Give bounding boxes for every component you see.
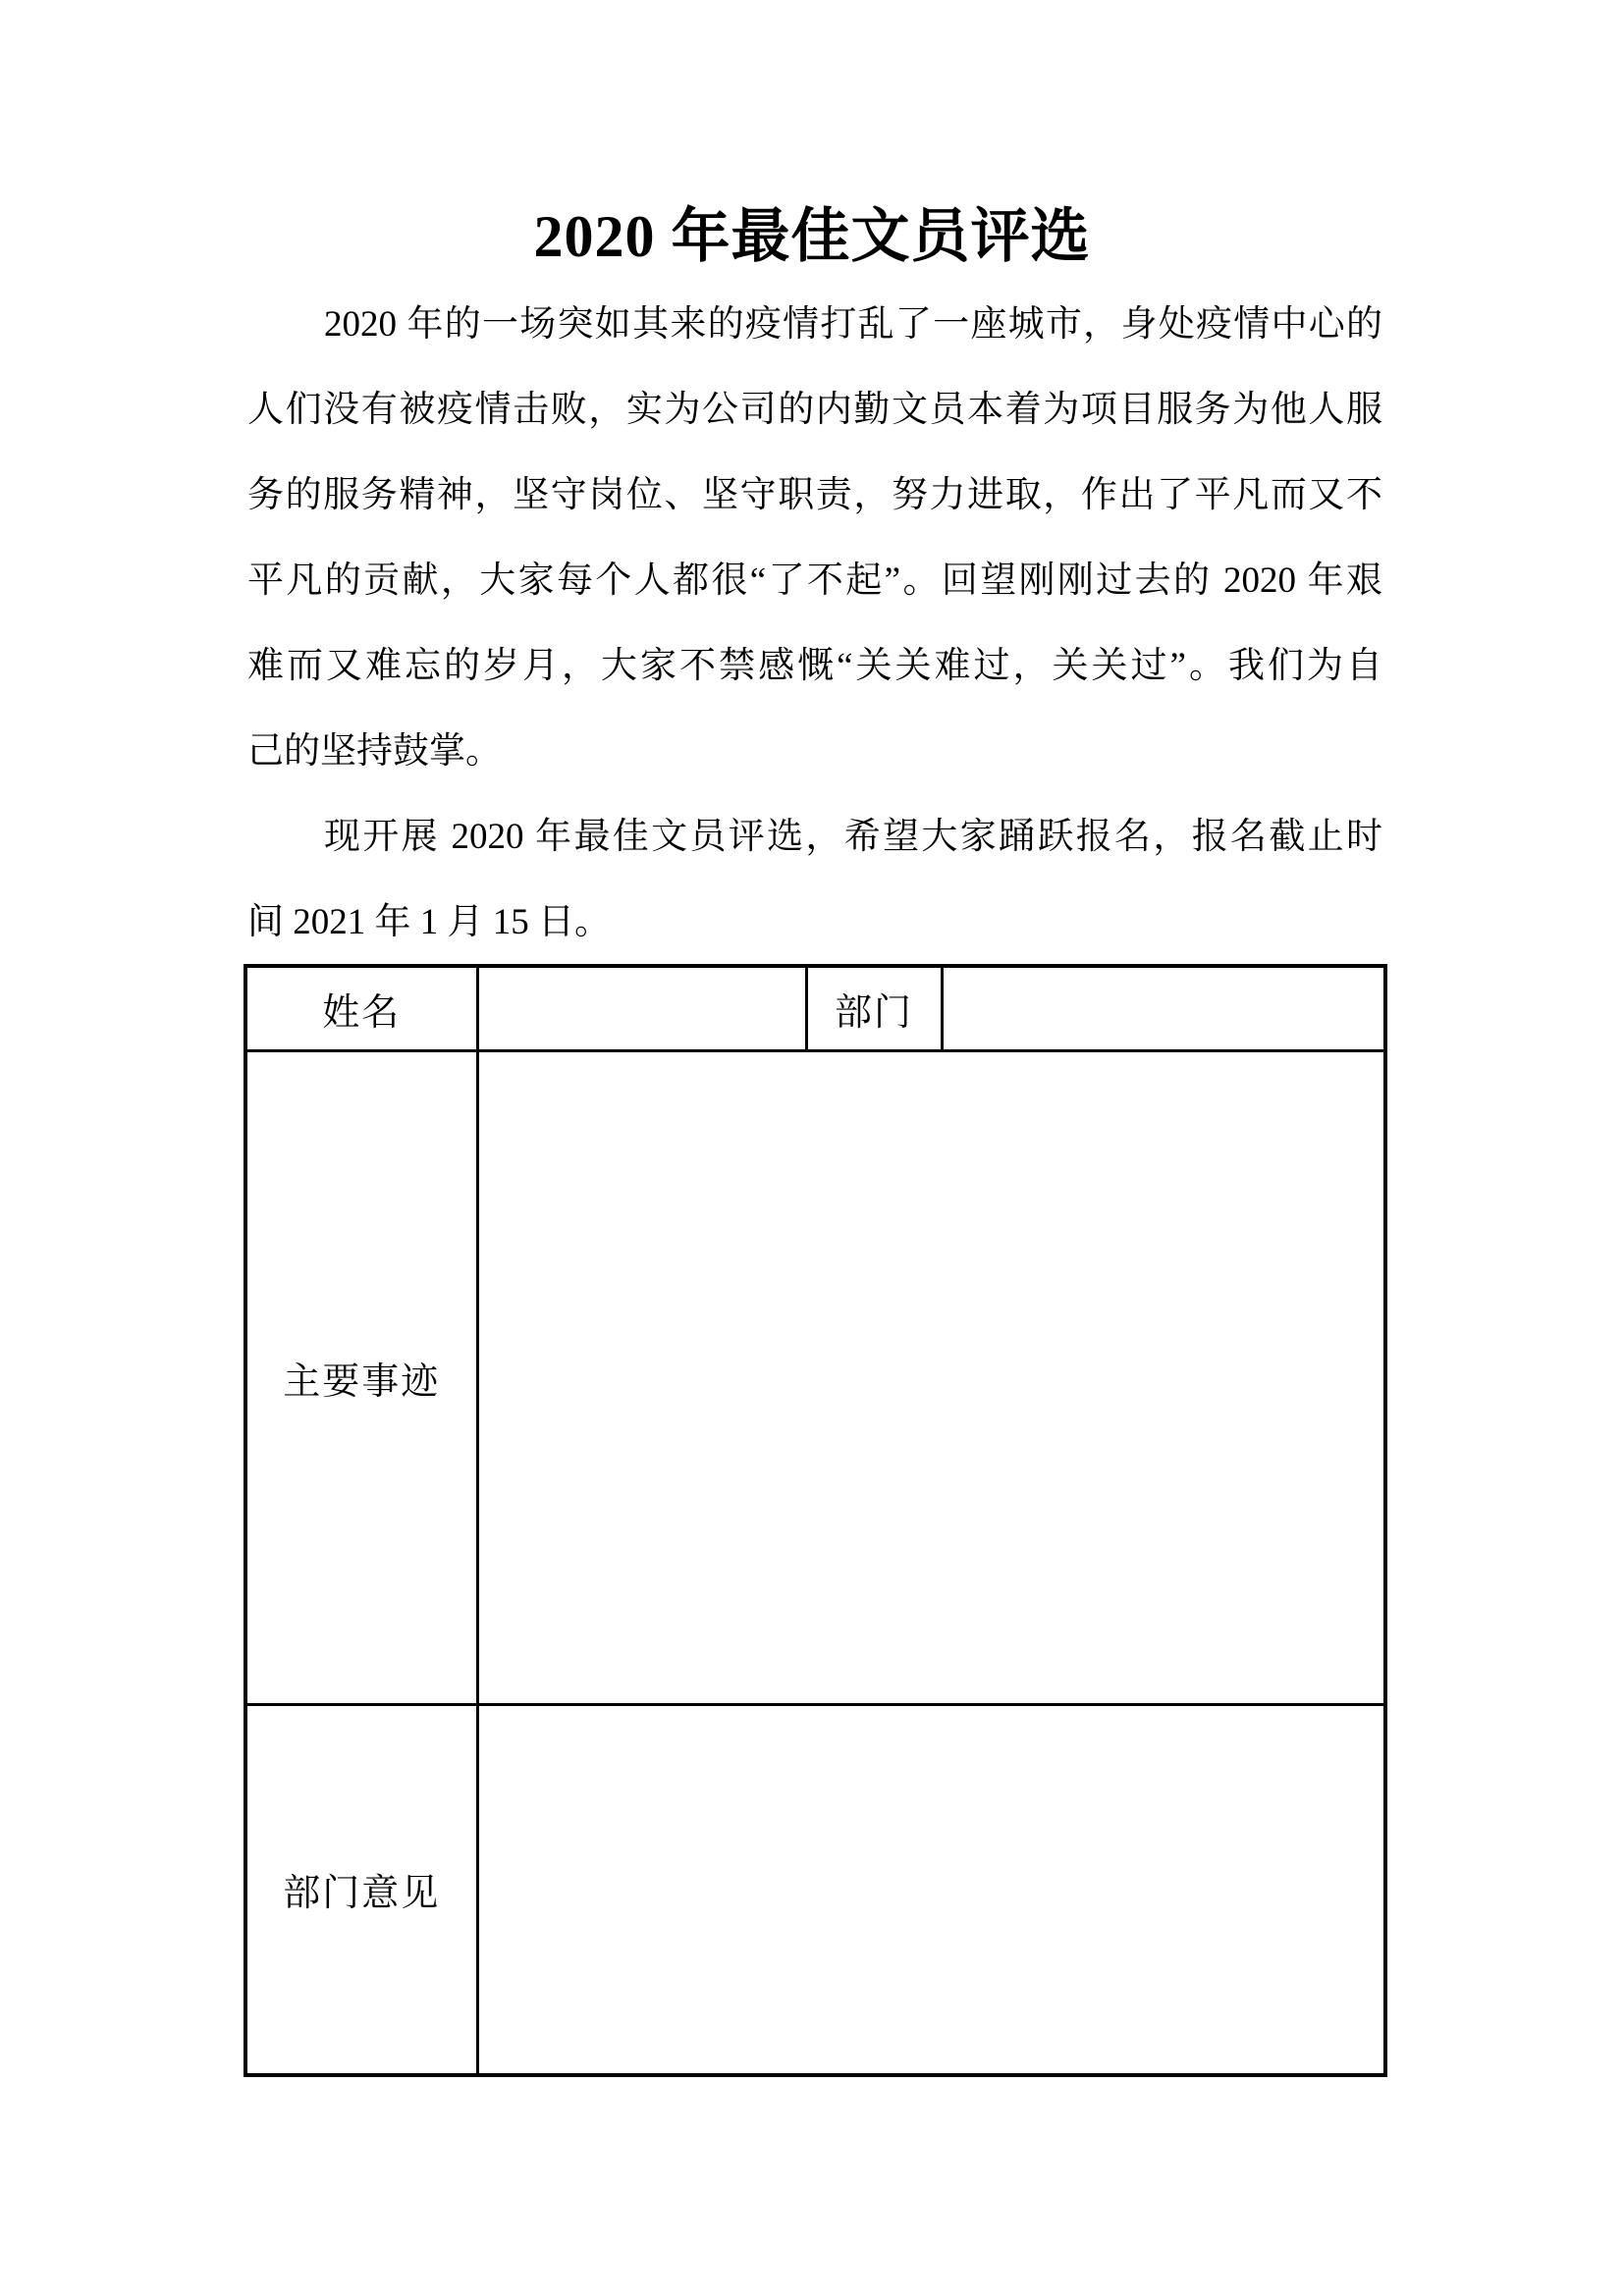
name-label-cell: 姓名 bbox=[245, 966, 477, 1050]
paragraph-line: 现开展 2020 年最佳文员评选，希望大家踊跃报名，报名截止时 bbox=[324, 817, 1382, 857]
opinion-value-cell[interactable] bbox=[477, 1704, 1385, 2075]
table-row bbox=[245, 966, 1385, 1050]
paragraph-line: 平凡的贡献，大家每个人都很“了不起”。回望刚刚过去的 2020 年艰 bbox=[247, 561, 1382, 601]
paragraph-intro bbox=[247, 282, 1382, 794]
deeds-value-cell[interactable] bbox=[477, 1050, 1385, 1704]
paragraph-line: 难而又难忘的岁月，大家不禁感慨“关关难过，关关过”。我们为自 bbox=[247, 646, 1382, 686]
table-row bbox=[245, 1704, 1385, 2075]
deeds-label-cell: 主要事迹 bbox=[245, 1050, 477, 1704]
department-value-cell[interactable] bbox=[942, 966, 1385, 1050]
application-form-table bbox=[244, 964, 1387, 2077]
department-label-cell: 部门 bbox=[806, 966, 942, 1050]
body-text bbox=[247, 282, 1382, 965]
table-row bbox=[245, 1050, 1385, 1704]
name-value-cell[interactable] bbox=[477, 966, 806, 1050]
paragraph-line: 己的坚持鼓掌。 bbox=[247, 731, 502, 772]
paragraph-line: 间 2021 年 1 月 15 日。 bbox=[247, 902, 611, 942]
paragraph-announcement bbox=[247, 794, 1382, 965]
paragraph-line: 人们没有被疫情击败，实为公司的内勤文员本着为项目服务为他人服 bbox=[247, 390, 1382, 430]
paragraph-line: 务的服务精神，坚守岗位、坚守职责，努力进取，作出了平凡而又不 bbox=[247, 475, 1382, 515]
paragraph-line: 2020 年的一场突如其来的疫情打乱了一座城市，身处疫情中心的 bbox=[324, 304, 1382, 345]
page-title: 2020 年最佳文员评选 bbox=[533, 204, 1091, 269]
opinion-label-cell: 部门意见 bbox=[245, 1704, 477, 2075]
